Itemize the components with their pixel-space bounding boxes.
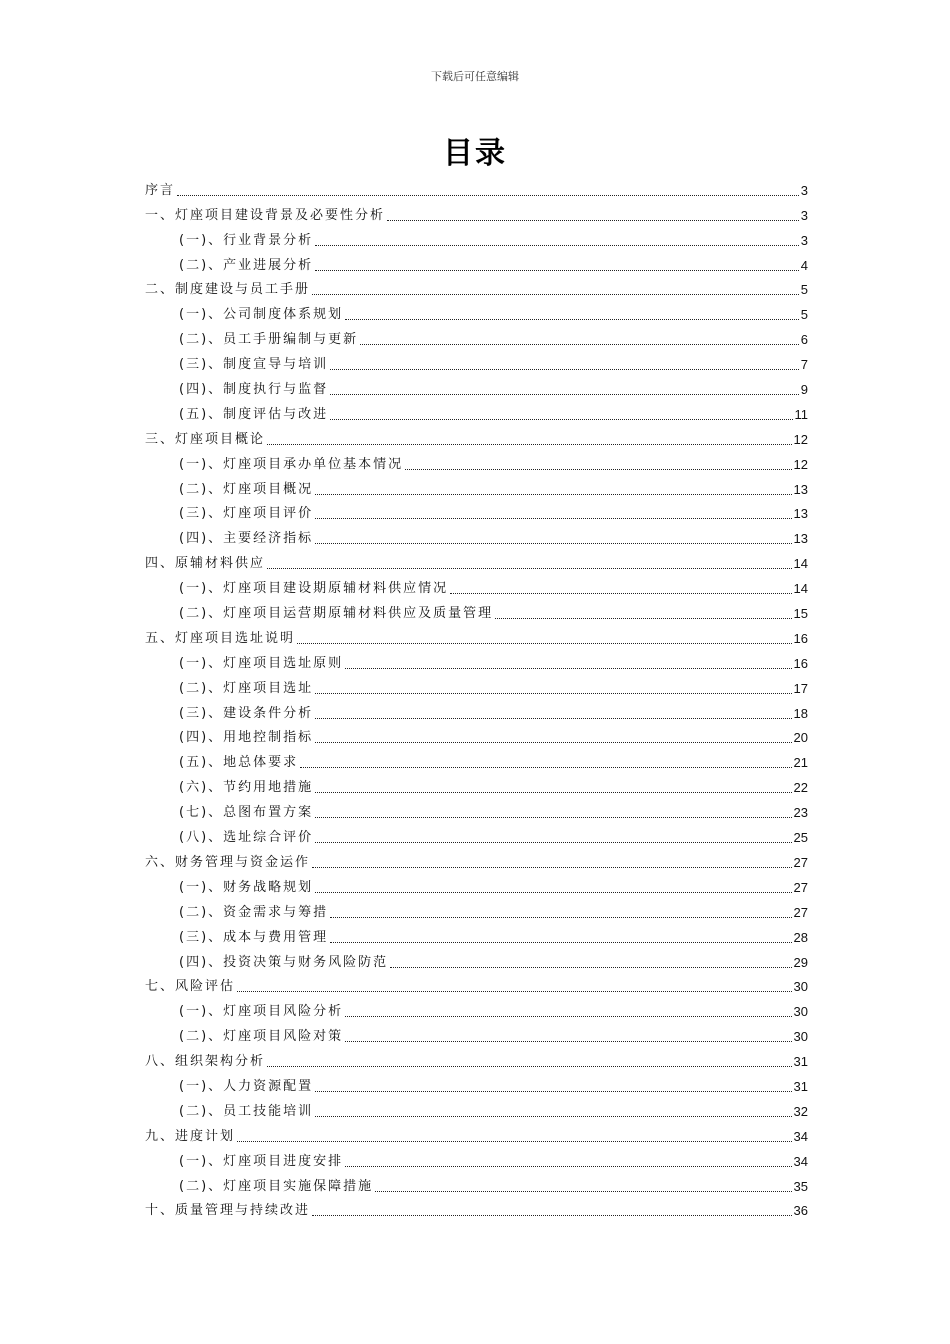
toc-entry[interactable] <box>145 648 808 673</box>
toc-dot-leader <box>315 1115 791 1117</box>
toc-dot-leader <box>312 293 799 295</box>
toc-entry-label: (一)、财务战略规划 <box>179 879 314 895</box>
toc-entry[interactable] <box>145 374 808 399</box>
toc-dot-leader <box>315 269 799 271</box>
toc-entry[interactable] <box>145 250 808 275</box>
toc-entry-label: (五)、制度评估与改进 <box>179 406 329 422</box>
toc-entry-label: 二、制度建设与员工手册 <box>145 282 311 298</box>
toc-dot-leader <box>267 567 792 569</box>
toc-dot-leader <box>267 1065 792 1067</box>
toc-entry-label: 九、进度计划 <box>145 1128 236 1144</box>
toc-entry-label: 十、质量管理与持续改进 <box>145 1203 311 1219</box>
toc-entry[interactable] <box>145 1046 808 1071</box>
toc-entry-page: 25 <box>793 830 808 846</box>
toc-entry[interactable] <box>145 225 808 250</box>
toc-dot-leader <box>237 990 792 992</box>
toc-entry[interactable] <box>145 474 808 499</box>
toc-entry[interactable] <box>145 573 808 598</box>
toc-entry[interactable] <box>145 1121 808 1146</box>
toc-dot-leader <box>237 1140 792 1142</box>
toc-dot-leader <box>345 1165 791 1167</box>
toc-entry-page: 14 <box>793 556 808 572</box>
toc-entry-page: 30 <box>793 979 808 995</box>
toc-entry-page: 23 <box>793 805 808 821</box>
toc-entry[interactable] <box>145 772 808 797</box>
toc-dot-leader <box>315 891 791 893</box>
toc-entry-label: (二)、灯座项目概况 <box>179 481 314 497</box>
toc-entry[interactable] <box>145 623 808 648</box>
toc-entry-label: (三)、制度宣导与培训 <box>179 357 329 373</box>
toc-entry-page: 27 <box>793 854 808 870</box>
toc-entry[interactable] <box>145 897 808 922</box>
toc-entry[interactable] <box>145 1146 808 1171</box>
toc-entry[interactable] <box>145 1071 808 1096</box>
toc-dot-leader <box>387 219 799 221</box>
toc-entry-label: (二)、员工手册编制与更新 <box>179 332 359 348</box>
toc-entry-page: 3 <box>800 207 808 223</box>
toc-entry[interactable] <box>145 673 808 698</box>
toc-dot-leader <box>375 1190 791 1192</box>
toc-entry[interactable] <box>145 1196 808 1221</box>
header-note: 下载后可任意编辑 <box>431 70 519 83</box>
toc-dot-leader <box>315 791 791 793</box>
toc-dot-leader <box>315 493 791 495</box>
toc-entry-label: (四)、主要经济指标 <box>179 531 314 547</box>
toc-dot-leader <box>297 642 792 644</box>
toc-dot-leader <box>330 418 792 420</box>
toc-dot-leader <box>405 468 791 470</box>
toc-entry-label: 八、组织架构分析 <box>145 1054 266 1070</box>
toc-entry-page: 13 <box>793 481 808 497</box>
toc-entry[interactable] <box>145 1171 808 1196</box>
toc-entry-page: 14 <box>793 581 808 597</box>
toc-entry-label: (四)、投资决策与财务风险防范 <box>179 954 389 970</box>
toc-entry-page: 3 <box>800 182 808 198</box>
toc-entry[interactable] <box>145 299 808 324</box>
toc-entry-page: 18 <box>793 705 808 721</box>
toc-entry-page: 36 <box>793 1203 808 1219</box>
toc-entry[interactable] <box>145 449 808 474</box>
toc-dot-leader <box>312 866 792 868</box>
toc-dot-leader <box>390 966 791 968</box>
toc-entry-label: (二)、资金需求与筹措 <box>179 904 329 920</box>
toc-entry-label: (二)、灯座项目实施保障措施 <box>179 1178 374 1194</box>
toc-entry-label: (一)、灯座项目建设期原辅材料供应情况 <box>179 581 449 597</box>
toc-entry-page: 20 <box>793 730 808 746</box>
toc-entry-page: 27 <box>793 904 808 920</box>
toc-dot-leader <box>345 1040 791 1042</box>
toc-entry-page: 32 <box>793 1103 808 1119</box>
toc-entry-label: (一)、灯座项目风险分析 <box>179 1004 344 1020</box>
toc-dot-leader <box>312 1214 792 1216</box>
toc-entry-label: 四、原辅材料供应 <box>145 556 266 572</box>
toc-entry-label: (二)、灯座项目风险对策 <box>179 1029 344 1045</box>
toc-dot-leader <box>315 517 791 519</box>
toc-entry-label: (一)、人力资源配置 <box>179 1078 314 1094</box>
toc-entry-page: 5 <box>800 282 808 298</box>
toc-dot-leader <box>300 766 791 768</box>
toc-entry-label: (一)、灯座项目选址原则 <box>179 655 344 671</box>
toc-entry-page: 17 <box>793 680 808 696</box>
toc-entry-page: 31 <box>793 1078 808 1094</box>
toc-entry-page: 12 <box>793 431 808 447</box>
toc-entry-label: (一)、灯座项目承办单位基本情况 <box>179 456 404 472</box>
toc-entry-label: (二)、灯座项目选址 <box>179 680 314 696</box>
toc-dot-leader <box>315 692 791 694</box>
toc-dot-leader <box>330 916 791 918</box>
toc-entry-page: 22 <box>793 780 808 796</box>
toc-entry-page: 4 <box>800 257 808 273</box>
toc-entry-page: 21 <box>793 755 808 771</box>
toc-entry-page: 6 <box>800 332 808 348</box>
toc-entry-label: (二)、产业进展分析 <box>179 257 314 273</box>
toc-dot-leader <box>315 717 791 719</box>
toc-entry-page: 13 <box>793 506 808 522</box>
toc-entry-page: 3 <box>800 232 808 248</box>
toc-dot-leader <box>495 617 791 619</box>
toc-entry-page: 15 <box>793 606 808 622</box>
toc-entry-page: 30 <box>793 1029 808 1045</box>
toc-entry-page: 30 <box>793 1004 808 1020</box>
toc-entry-page: 16 <box>793 655 808 671</box>
toc-entry-page: 27 <box>793 879 808 895</box>
toc-entry[interactable] <box>145 175 808 200</box>
toc-entry[interactable] <box>145 499 808 524</box>
toc-entry[interactable] <box>145 922 808 947</box>
toc-dot-leader <box>177 194 799 196</box>
toc-entry-page: 28 <box>793 929 808 945</box>
toc-dot-leader <box>345 318 799 320</box>
toc-entry-page: 31 <box>793 1054 808 1070</box>
toc-dot-leader <box>315 741 791 743</box>
toc-entry[interactable] <box>145 349 808 374</box>
toc-entry[interactable] <box>145 947 808 972</box>
toc-entry[interactable] <box>145 1096 808 1121</box>
toc-entry[interactable] <box>145 747 808 772</box>
toc-entry-label: (三)、成本与费用管理 <box>179 929 329 945</box>
toc-dot-leader <box>330 941 791 943</box>
toc-entry[interactable] <box>145 598 808 623</box>
toc-dot-leader <box>345 1015 791 1017</box>
toc-entry-label: 三、灯座项目概论 <box>145 431 266 447</box>
toc-entry-label: (三)、灯座项目评价 <box>179 506 314 522</box>
toc-entry-page: 11 <box>794 406 808 422</box>
toc-entry[interactable] <box>145 797 808 822</box>
toc-entry-label: (二)、灯座项目运营期原辅材料供应及质量管理 <box>179 606 494 622</box>
toc-entry[interactable] <box>145 822 808 847</box>
toc-dot-leader <box>315 542 791 544</box>
toc-entry[interactable] <box>145 399 808 424</box>
toc-entry-label: 五、灯座项目选址说明 <box>145 630 296 646</box>
toc-dot-leader <box>345 667 791 669</box>
toc-entry[interactable] <box>145 723 808 748</box>
toc-dot-leader <box>315 1090 791 1092</box>
toc-dot-leader <box>450 592 791 594</box>
toc-entry-label: (四)、用地控制指标 <box>179 730 314 746</box>
toc-entry-page: 29 <box>793 954 808 970</box>
toc-entry[interactable] <box>145 1021 808 1046</box>
toc-entry-label: (一)、行业背景分析 <box>179 232 314 248</box>
toc-dot-leader <box>315 841 791 843</box>
toc-entry-label: (三)、建设条件分析 <box>179 705 314 721</box>
toc-entry[interactable] <box>145 698 808 723</box>
toc-entry[interactable] <box>145 972 808 997</box>
toc-entry-label: 七、风险评估 <box>145 979 236 995</box>
toc-dot-leader <box>330 368 799 370</box>
toc-entry-label: (四)、制度执行与监督 <box>179 382 329 398</box>
toc-entry-page: 13 <box>793 531 808 547</box>
toc-entry-label: (六)、节约用地措施 <box>179 780 314 796</box>
toc-entry-label: (一)、灯座项目进度安排 <box>179 1153 344 1169</box>
toc-entry-label: 序言 <box>145 182 176 198</box>
toc-entry-page: 12 <box>793 456 808 472</box>
toc-entry-label: (二)、员工技能培训 <box>179 1103 314 1119</box>
toc-entry-label: (五)、地总体要求 <box>179 755 299 771</box>
toc-entry[interactable] <box>145 523 808 548</box>
toc-dot-leader <box>360 343 799 345</box>
toc-entry[interactable] <box>145 275 808 300</box>
toc-entry-label: (一)、公司制度体系规划 <box>179 307 344 323</box>
toc-entry-page: 9 <box>800 382 808 398</box>
toc-dot-leader <box>330 393 799 395</box>
toc-entry-label: 一、灯座项目建设背景及必要性分析 <box>145 207 386 223</box>
toc-dot-leader <box>315 244 799 246</box>
toc-entry[interactable] <box>145 424 808 449</box>
toc-entry-page: 34 <box>793 1153 808 1169</box>
toc-dot-leader <box>315 816 791 818</box>
toc-entry[interactable] <box>145 996 808 1021</box>
toc-entry-page: 34 <box>793 1128 808 1144</box>
toc-entry-page: 16 <box>793 630 808 646</box>
toc-entry-page: 35 <box>793 1178 808 1194</box>
toc-entry[interactable] <box>145 548 808 573</box>
toc-dot-leader <box>267 443 792 445</box>
table-of-contents <box>145 175 808 1220</box>
toc-entry[interactable] <box>145 200 808 225</box>
toc-entry-page: 5 <box>800 307 808 323</box>
page-title: 目录 <box>443 136 507 171</box>
toc-entry[interactable] <box>145 847 808 872</box>
toc-entry-label: (八)、选址综合评价 <box>179 830 314 846</box>
toc-entry-label: 六、财务管理与资金运作 <box>145 854 311 870</box>
toc-entry[interactable] <box>145 324 808 349</box>
toc-entry[interactable] <box>145 872 808 897</box>
toc-entry-label: (七)、总图布置方案 <box>179 805 314 821</box>
toc-entry-page: 7 <box>800 357 808 373</box>
